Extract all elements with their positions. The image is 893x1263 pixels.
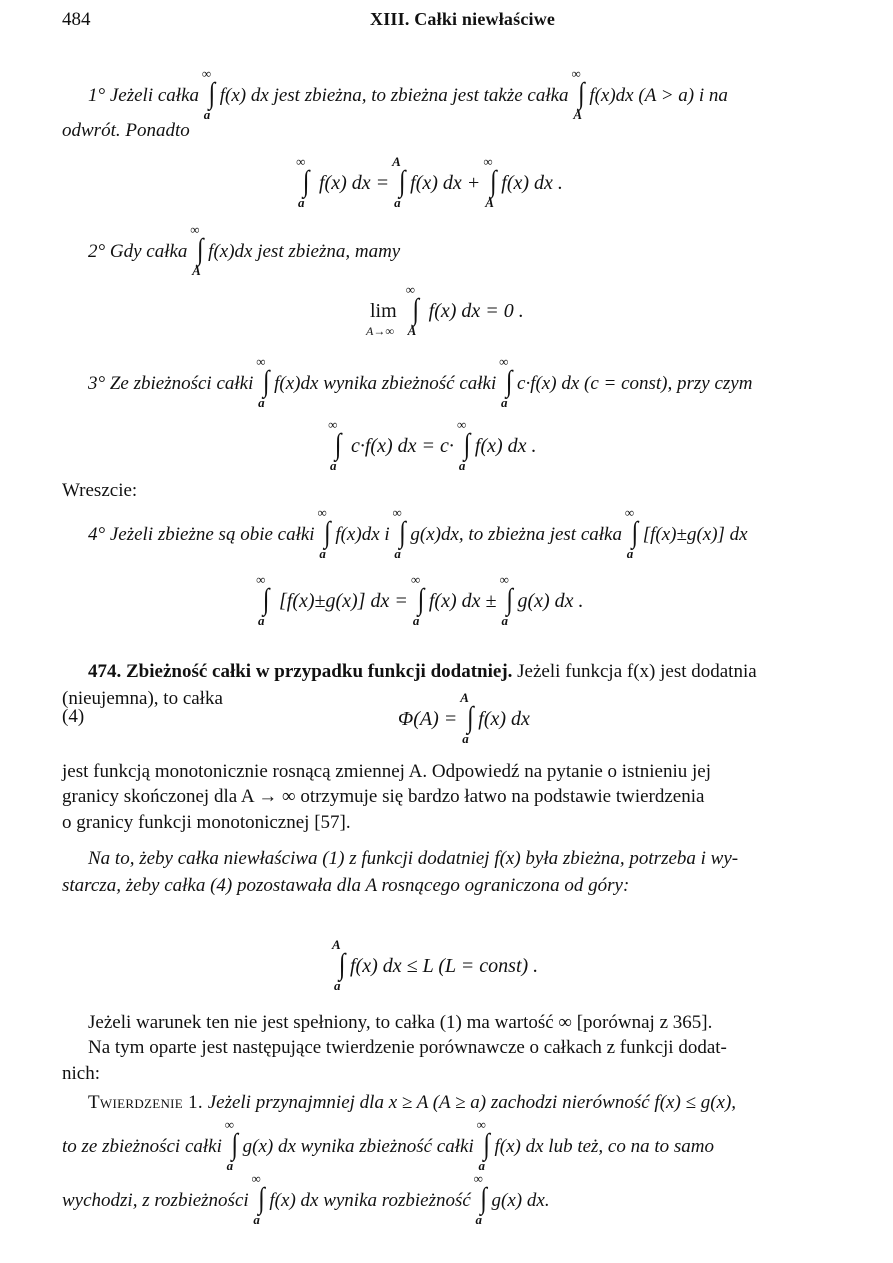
body-line: Na tym oparte jest następujące twierdzenie porównawcze o całkach z funkcji dodat- (88, 1037, 727, 1058)
text: f(x) dx jest zbieżna, to zbieżna jest także całka (219, 85, 569, 106)
body-line: nich: (62, 1063, 100, 1084)
wreszcie: Wreszcie: (62, 480, 138, 501)
body-line: jest funkcją monotonicznie rosnącą zmiennej A. Odpowiedź na pytanie o istnieniu jej (62, 761, 711, 782)
body-line: Jeżeli warunek ten nie jest spełniony, to całka (1) ma wartość ∞ [porównaj z 365]. (88, 1012, 713, 1033)
equation-phi: Φ(A) = A ∫ a f(x) dx (398, 690, 530, 746)
section-title: 474. Zbieżność całki w przypadku funkcji dodatniej. (88, 661, 513, 682)
item-number: 1° (88, 85, 106, 106)
body-line: Na to, żeby całka niewłaściwa (1) z funkcji dodatniej f(x) była zbieżna, potrzeba i wy- (88, 848, 739, 869)
body-line: granicy skończonej dla A → ∞ otrzymuje się bardzo łatwo na podstawie twierdzenia (62, 786, 705, 807)
equation-constant: ∞ ∫ a c·f(x) dx = c· ∞ ∫ a f(x) dx . (328, 417, 537, 473)
section-474-line2: (nieujemna), to całka (62, 688, 223, 709)
property-2: 2° Gdy całka ∞ ∫ A f(x)dx jest zbieżna, mamy (88, 222, 401, 278)
integral: ∞ ∫ a (201, 66, 216, 122)
text: Jeżeli całka (109, 85, 200, 106)
theorem-label: Twierdzenie 1. (88, 1092, 203, 1113)
equation-number: (4) (62, 706, 85, 727)
property-4: 4° Jeżeli zbieżne są obie całki ∞ ∫ a f(x)dx i ∞ ∫ a g(x)dx, to zbieżna jest całka ∞ ∫ a [f(x)±g(x)] dx (88, 505, 748, 561)
property-1-line1 (88, 66, 728, 122)
page-number: 484 (62, 9, 91, 30)
integral: ∞ ∫ A (571, 66, 585, 122)
section-474-line1: 474. Zbieżność całki w przypadku funkcji dodatniej. Jeżeli funkcja f(x) jest dodatnia (88, 661, 757, 682)
property-3: 3° Ze zbieżności całki ∞ ∫ a f(x)dx wynika zbieżność całki ∞ ∫ a c·f(x) dx (c = const), przy czym (88, 354, 753, 410)
theorem-line2: to ze zbieżności całki ∞ ∫ a g(x) dx wynika zbieżność całki ∞ ∫ a f(x) dx lub też, co na to samo (62, 1117, 714, 1173)
property-1-line2: odwrót. Ponadto (62, 120, 190, 141)
equation-sum: ∞ ∫ a [f(x)±g(x)] dx = ∞ ∫ a f(x) dx ± ∞ ∫ a g(x) dx . (256, 572, 584, 628)
body-line: o granicy funkcji monotonicznej [57]. (62, 812, 351, 833)
equation-bound: A ∫ a f(x) dx ≤ L (L = const) . (332, 937, 539, 993)
equation-limit: lim A→∞ ∞ ∫ A f(x) dx = 0 . (366, 282, 524, 338)
body-line: starcza, żeby całka (4) pozostawała dla A rosnącego ograniczona od góry: (62, 875, 630, 896)
text: f(x)dx (A > a) i na (589, 85, 728, 106)
theorem-line1: Twierdzenie 1. Jeżeli przynajmniej dla x ≥ A (A ≥ a) zachodzi nierówność f(x) ≤ g(x), (88, 1092, 737, 1113)
equation-split: ∞ ∫ a f(x) dx = A ∫ a f(x) dx + ∞ ∫ A f(x) dx . (296, 154, 563, 210)
theorem-line3: wychodzi, z rozbieżności ∞ ∫ a f(x) dx wynika rozbieżność ∞ ∫ a g(x) dx. (62, 1171, 550, 1227)
running-head: XIII. Całki niewłaściwe (370, 9, 556, 29)
